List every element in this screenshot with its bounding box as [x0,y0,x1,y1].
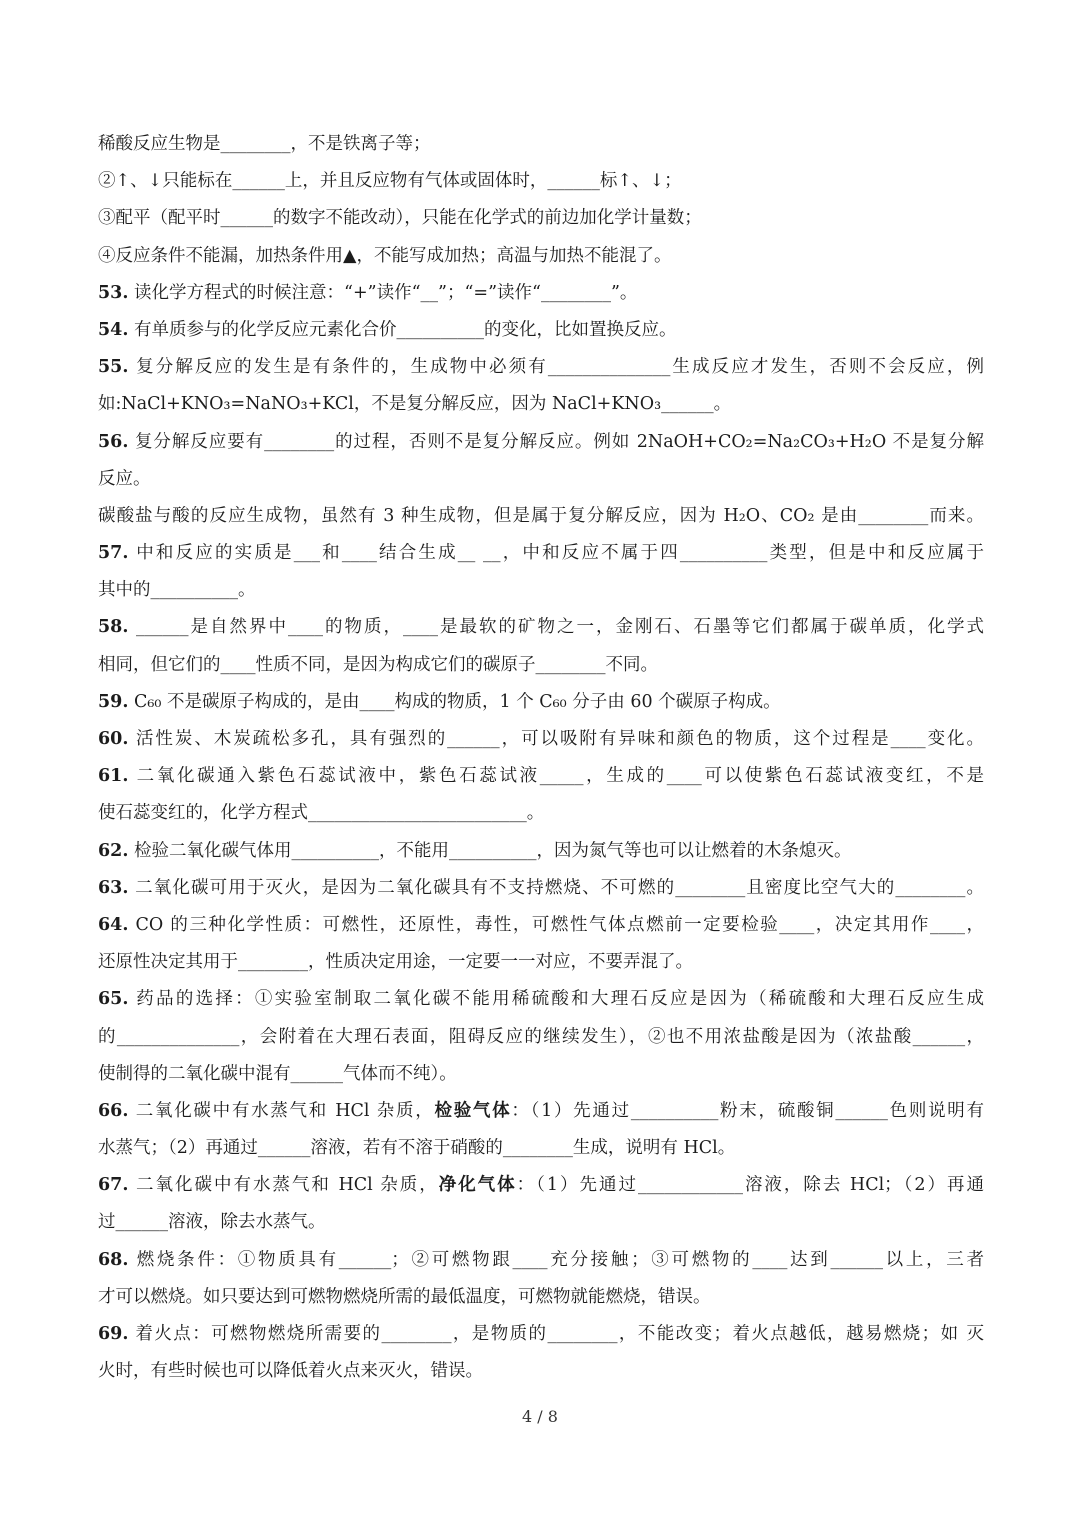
item-number: 57. [98,543,129,564]
item-number: 66. [98,1100,129,1121]
item-number: 67. [98,1175,129,1196]
item-number: 59. [98,691,129,712]
text-line [98,907,984,944]
item-number: 63. [98,877,129,898]
text-line [98,981,984,1018]
line-text: 活性炭、木炭疏松多孔，具有强烈的______，可以吸附有异味和颜色的物质，这个过程是____变化。 [135,729,984,749]
line-text: 的______________，会附着在大理石表面，阻碍反应的继续发生），②也不用浓盐酸是因为（浓盐酸______， [98,1026,984,1047]
line-text: ②↑、↓只能标在______上，并且反应物有气体或固体时，______标↑、↓； [98,171,682,192]
emphasis-text: 净化气体 [438,1175,517,1196]
text-line [98,275,984,312]
line-text: 才可以燃烧。如只要达到可燃物燃烧所需的最低温度，可燃物就能燃烧，错误。 [98,1286,711,1307]
line-text: 复分解反应的发生是有条件的，生成物中必须有______________生成反应才发生，否则不会反应，例 [136,357,984,378]
text-line [98,1242,984,1279]
text-line [98,126,984,163]
emphasis-text: 检验气体 [434,1100,512,1121]
item-number: 68. [98,1249,129,1270]
item-number: 69. [98,1324,129,1344]
text-line [98,200,984,237]
text-line [98,386,984,423]
line-text: 水蒸气；（2）再通过______溶液，若有不溶于硝酸的________生成，说明有 HCl。 [98,1138,736,1159]
line-text: 使石蕊变红的，化学方程式_________________________。 [98,803,545,824]
line-text: 使制得的二氧化碳中混有______气体而不纯）。 [98,1063,457,1084]
item-number: 54. [98,319,129,340]
text-line [98,1093,984,1130]
line-text: ：（1）先通过__________粉末，硫酸铜______色则说明有 [511,1100,984,1121]
item-number: 58. [98,617,129,638]
item-number: 62. [98,840,129,861]
line-text: 复分解反应要有________的过程，否则不是复分解反应。例如 2NaOH+CO₂=Na₂CO₃+H₂O 不是复分解 [134,431,984,452]
line-text: 稀酸反应生物是________，不是铁离子等； [98,134,431,154]
text-line [98,1353,984,1390]
page-number: 4 / 8 [522,1407,558,1426]
text-line [98,163,984,200]
item-number: 56. [98,431,129,452]
line-text: 二氧化碳通入紫色石蕊试液中，紫色石蕊试液_____，生成的____可以使紫色石蕊试液变红，不是 [136,766,984,787]
text-line [98,1019,984,1056]
text-line [98,833,984,870]
line-text: ：（1）先通过____________溶液，除去 HCl；（2）再通 [516,1175,984,1196]
line-text: 相同，但它们的____性质不同，是因为构成它们的碳原子________不同。 [98,654,658,675]
item-number: 60. [98,729,129,749]
text-line [98,1204,984,1241]
text-line [98,1130,984,1167]
line-text: 火时，有些时候也可以降低着火点来灭火，错误。 [98,1361,483,1382]
text-line [98,1056,984,1093]
line-text: 检验二氧化碳气体用__________，不能用__________，因为氮气等也可以让燃着的木条熄灭。 [134,840,852,861]
item-number: 61. [98,766,129,787]
document-body [98,126,984,1390]
text-line [98,1167,984,1204]
item-number: 65. [98,989,129,1010]
text-line [98,498,984,535]
line-text: 中和反应的实质是___和____结合生成__ __，中和反应不属于四__________类型，但是中和反应属于 [136,543,984,564]
line-text: ④反应条件不能漏，加热条件用▲，不能写成加热；高温与加热不能混了。 [98,245,672,266]
line-text: 还原性决定其用于________，性质决定用途，一定要一一对应，不要弄混了。 [98,952,693,973]
line-text: 二氧化碳中有水蒸气和 HCl 杂质， [135,1100,435,1121]
line-text: 着火点：可燃物燃烧所需要的________，是物质的________，不能改变；着火点越低，越易燃烧；如 灭 [135,1324,984,1344]
text-line [98,795,984,832]
text-line [98,572,984,609]
item-number: 64. [98,914,129,935]
line-text: 二氧化碳可用于灭火，是因为二氧化碳具有不支持燃烧、不可燃的________且密度比空气大的________。 [135,877,984,898]
line-text: 如:NaCl+KNO₃=NaNO₃+KCl，不是复分解反应，因为 NaCl+KNO₃______。 [98,394,732,415]
line-text: ______是自然界中____的物质，____是最软的矿物之一，金刚石、石墨等它们都属于碳单质，化学式 [136,617,984,638]
item-number: 53. [98,282,129,303]
text-line [98,535,984,572]
line-text: 反应。 [98,468,151,489]
text-line [98,684,984,721]
line-text: 过______溶液，除去水蒸气。 [98,1212,326,1233]
line-text: C₆₀ 不是碳原子构成的，是由____构成的物质，1 个 C₆₀ 分子由 60 个碳原子构成。 [134,691,781,712]
text-line [98,944,984,981]
line-text: ③配平（配平时______的数字不能改动），只能在化学式的前边加化学计量数； [98,208,702,229]
line-text: 有单质参与的化学反应元素化合价__________的变化，比如置换反应。 [134,319,677,340]
text-line [98,647,984,684]
text-line [98,1316,984,1353]
line-text: 读化学方程式的时候注意：“+”读作“__”；“=”读作“________”。 [134,282,638,303]
text-line [98,758,984,795]
text-line [98,870,984,907]
line-text: 燃烧条件：①物质具有______；②可燃物跟____充分接触；③可燃物的____达到______以上，三者 [136,1249,984,1270]
text-line [98,1279,984,1316]
text-line [98,609,984,646]
line-text: 二氧化碳中有水蒸气和 HCl 杂质， [136,1175,439,1196]
text-line [98,461,984,498]
line-text: 药品的选择：①实验室制取二氧化碳不能用稀硫酸和大理石反应是因为（稀硫酸和大理石反应生成 [136,989,984,1010]
text-line [98,238,984,275]
line-text: 碳酸盐与酸的反应生成物，虽然有 3 种生成物，但是属于复分解反应，因为 H₂O、CO₂ 是由________而来。 [98,505,984,526]
text-line [98,312,984,349]
text-line [98,721,984,758]
text-line [98,349,984,386]
item-number: 55. [98,357,129,378]
line-text: CO 的三种化学性质：可燃性，还原性，毒性，可燃性气体点燃前一定要检验____，决定其用作____， [135,914,984,935]
text-line [98,424,984,461]
line-text: 其中的__________。 [98,580,256,601]
